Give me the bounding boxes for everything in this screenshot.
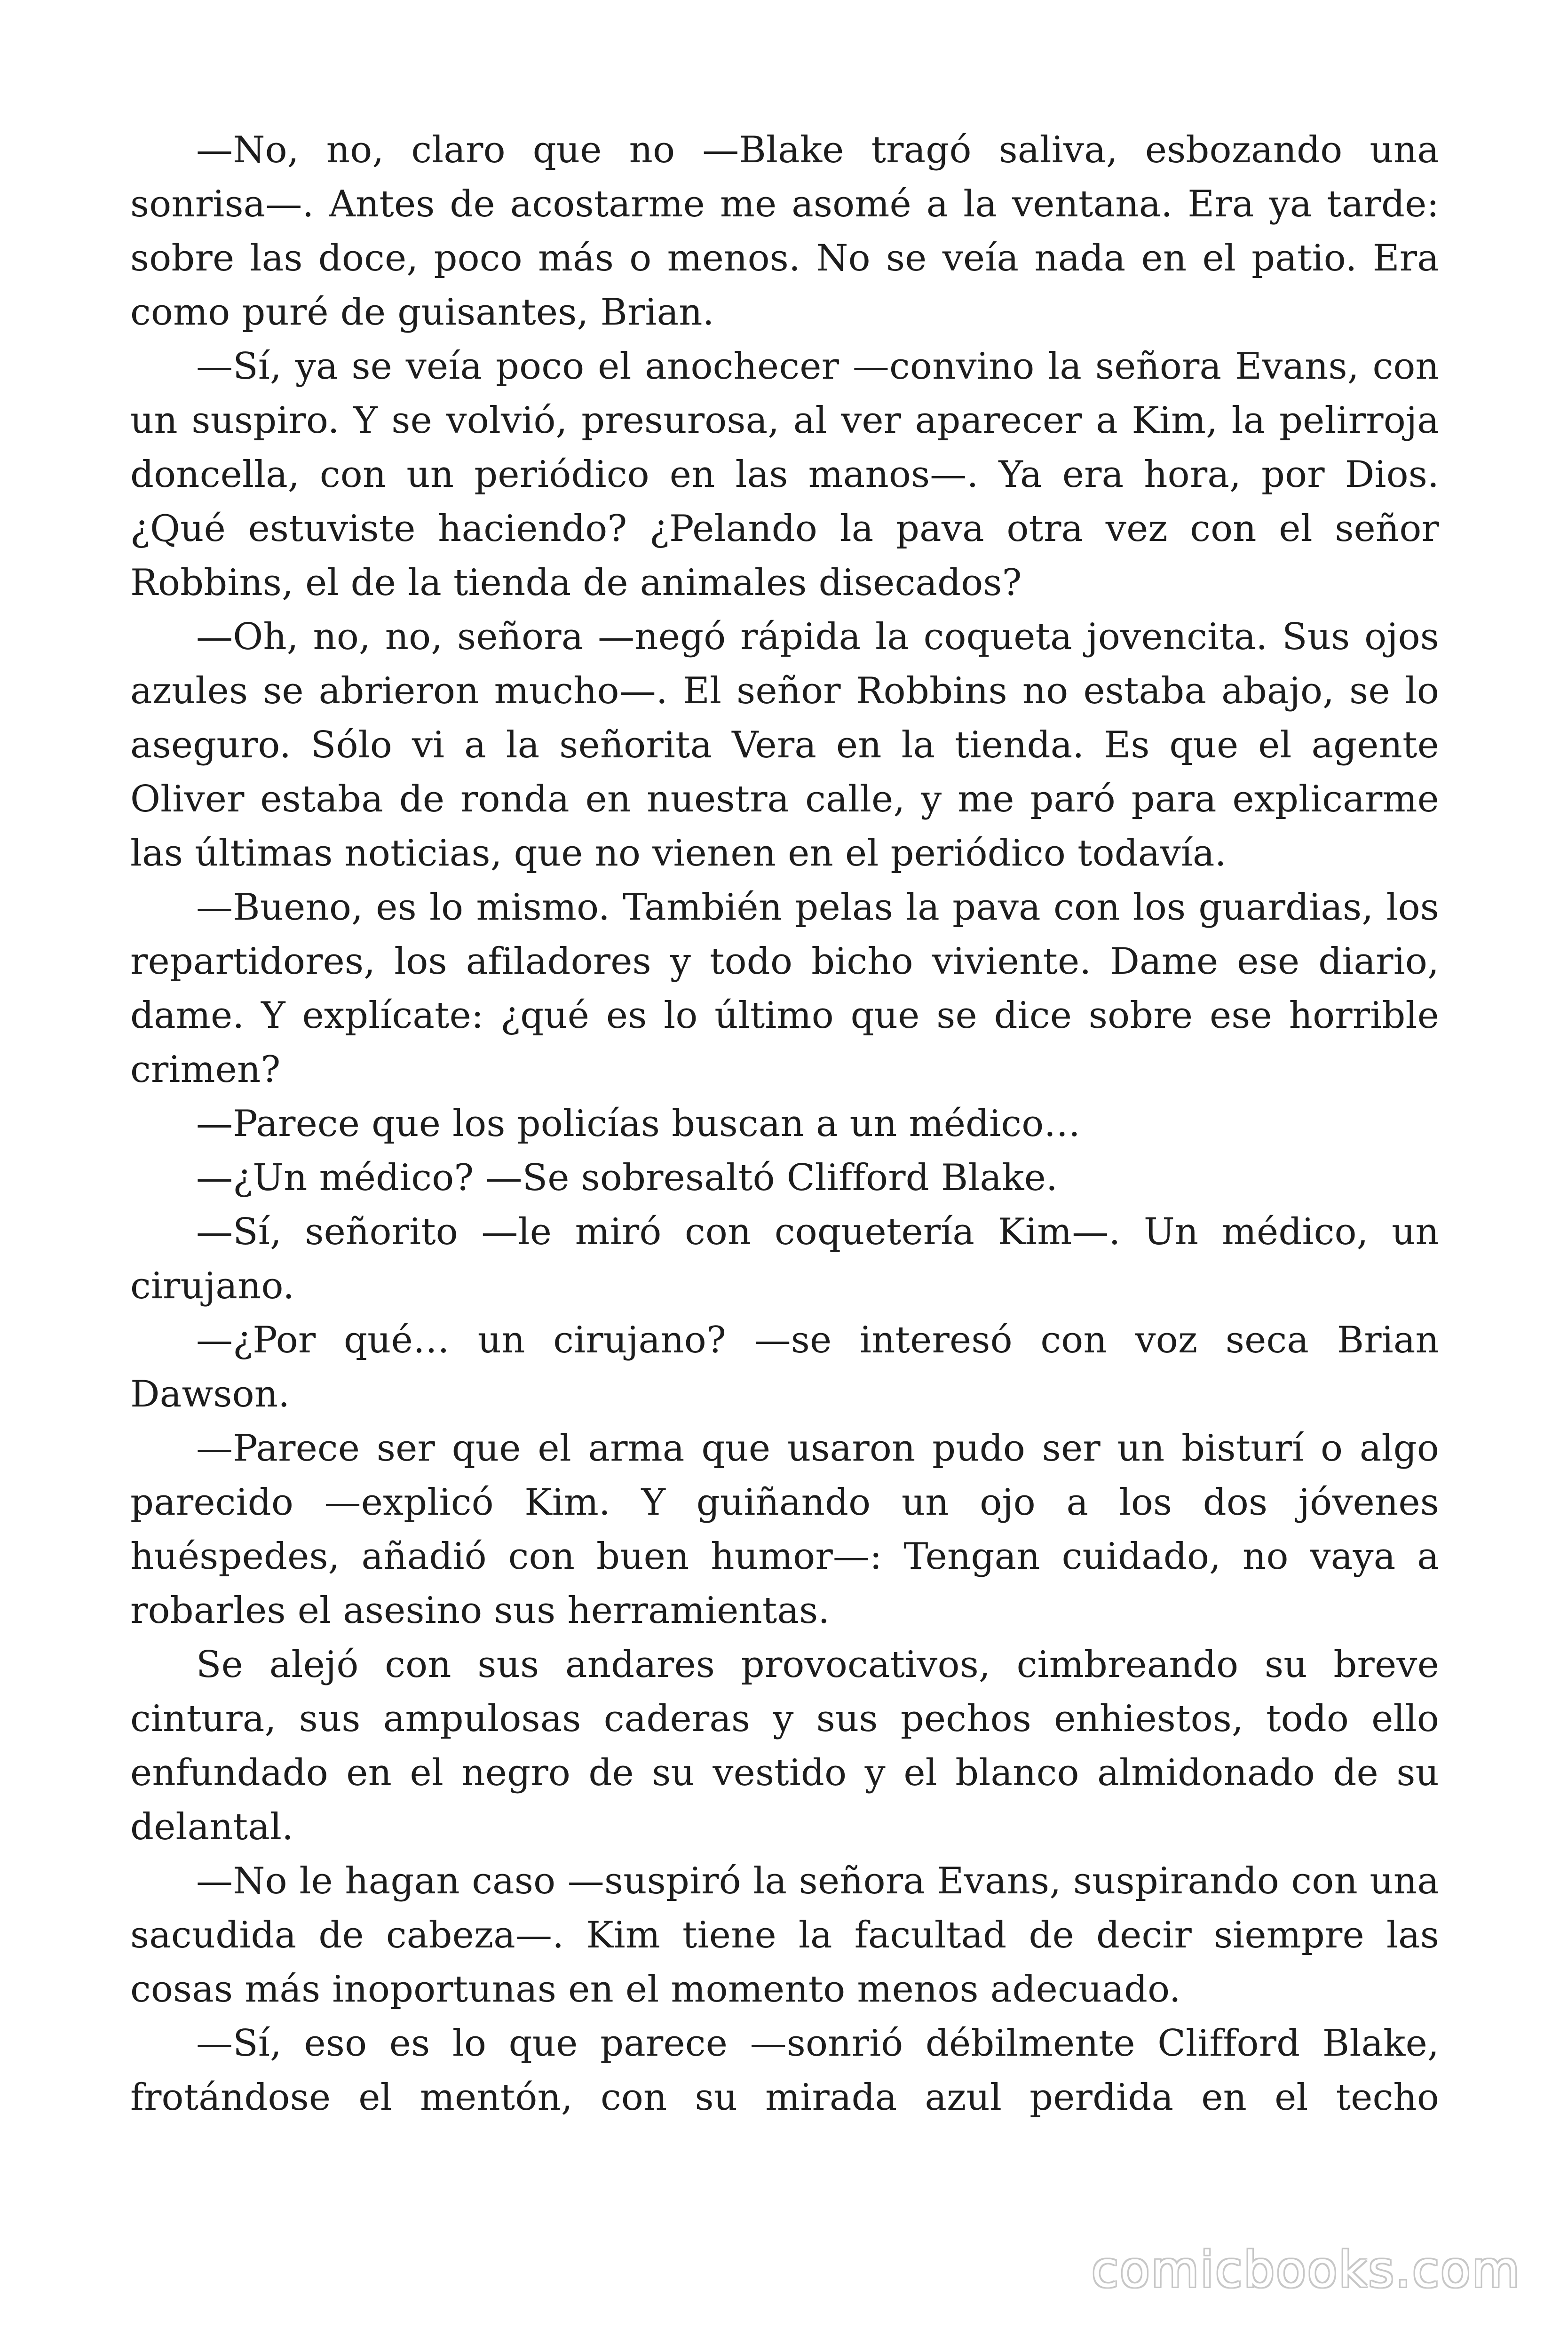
paragraph: —Sí, ya se veía poco el anochecer —convino la señora Evans, con un suspiro. Y se volvió, presurosa, al ver aparecer a Kim, la pelirroja doncella, con un periódico en las manos—. Ya era hora, por Dios. ¿Qué estuviste haciendo? ¿Pelando la pava otra vez con el señor Robbins, el de la tienda de animales disecados? xyxy=(130,345,1439,604)
paragraph-continued: —Sí, eso es lo que parece —sonrió débilmente Clifford Blake, frotándose el mentón, con su mirada azul perdida en el techo xyxy=(130,2022,1439,2119)
paragraph: —Bueno, es lo mismo. También pelas la pava con los guardias, los repartidores, los afiladores y todo bicho viviente. Dame ese diario, dame. Y explícate: ¿qué es lo último que se dice sobre ese horrible crimen? xyxy=(130,886,1439,1091)
paragraph: —No, no, claro que no —Blake tragó saliva, esbozando una sonrisa—. Antes de acostarme me asomé a la ventana. Era ya tarde: sobre las doce, poco más o menos. No se veía nada en el patio. Era como puré de guisantes, Brian. xyxy=(130,129,1439,334)
paragraph: —Parece ser que el arma que usaron pudo ser un bisturí o algo parecido —explicó Kim. Y guiñando un ojo a los dos jóvenes huéspedes, añadió con buen humor—: Tengan cuidado, no vaya a robarles el asesino sus herramientas. xyxy=(130,1427,1439,1632)
paragraph: Se alejó con sus andares provocativos, cimbreando su breve cintura, sus ampulosas caderas y sus pechos enhiestos, todo ello enfundado en el negro de su vestido y el blanco almidonado de su delantal. xyxy=(130,1644,1439,1848)
paragraph: —No le hagan caso —suspiró la señora Evans, suspirando con una sacudida de cabeza—. Kim tiene la facultad de decir siempre las cosas más inoportunas en el momento menos adecuado. xyxy=(130,1860,1439,2010)
paragraph: —Oh, no, no, señora —negó rápida la coqueta jovencita. Sus ojos azules se abrieron mucho—. El señor Robbins no estaba abajo, se lo aseguro. Sólo vi a la señorita Vera en la tienda. Es que el agente Oliver estaba de ronda en nuestra calle, y me paró para explicarme las últimas noticias, que no vienen en el periódico todavía. xyxy=(130,616,1439,874)
page-body xyxy=(130,123,1439,2125)
paragraph: —Sí, señorito —le miró con coquetería Kim—. Un médico, un cirujano. xyxy=(130,1211,1439,1307)
paragraph: —¿Por qué… un cirujano? —se interesó con voz seca Brian Dawson. xyxy=(130,1319,1439,1415)
watermark: comicbooks.com xyxy=(1091,2241,1521,2298)
paragraph: —Parece que los policías buscan a un médico… xyxy=(196,1103,1081,1145)
paragraph: —¿Un médico? —Se sobresaltó Clifford Blake. xyxy=(196,1157,1058,1199)
